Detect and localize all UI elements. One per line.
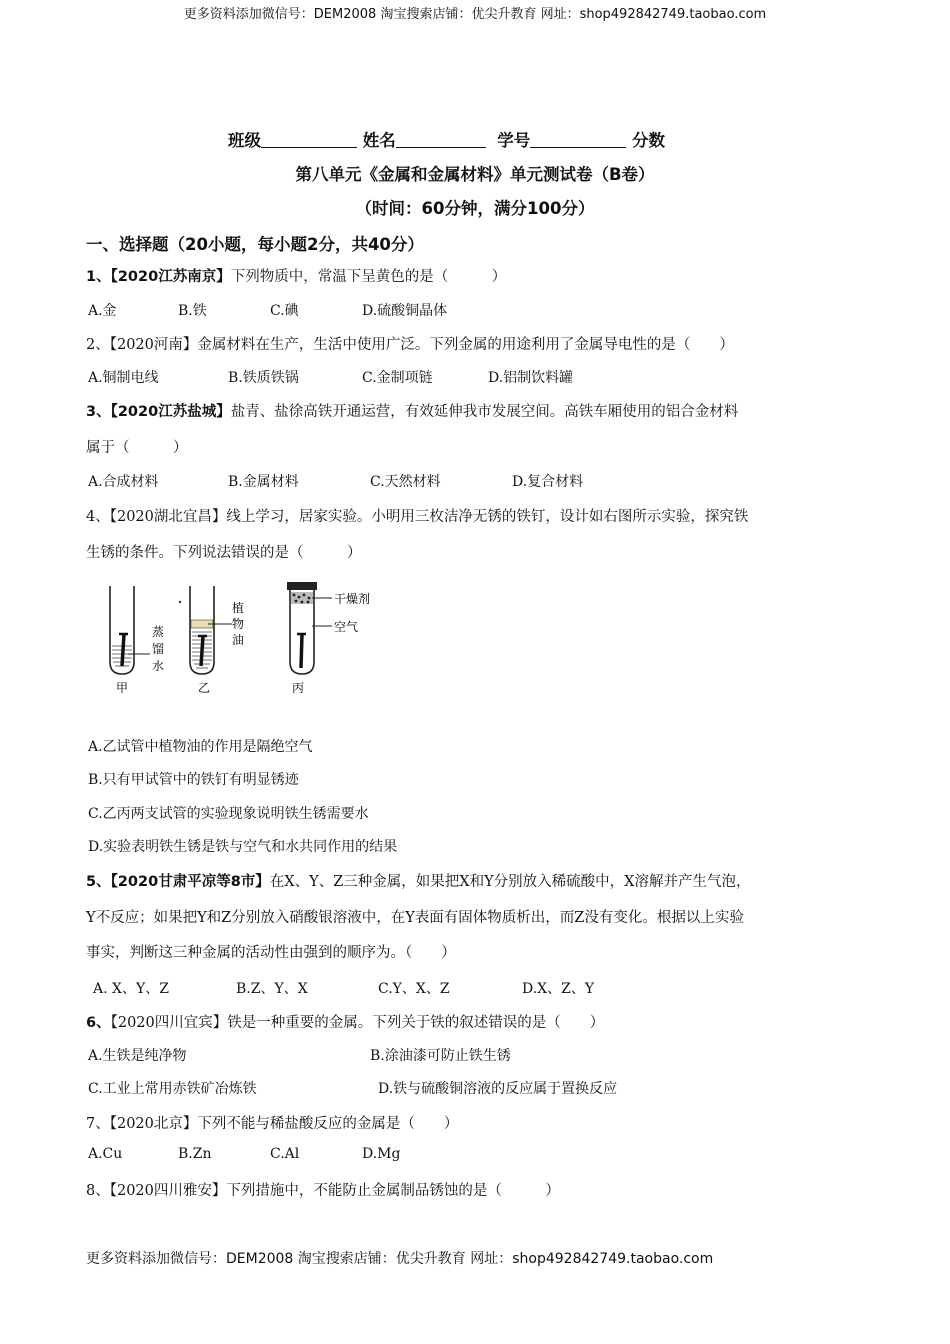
score-label: 分数 — [632, 131, 665, 150]
option-a: A.金 — [88, 303, 117, 319]
option-d: D.X、Z、Y — [522, 981, 595, 997]
question-text: 金属材料在生产，生活中使用广泛。下列金属的用途利用了金属导电性的是（ ） — [197, 337, 734, 353]
option-a: A.乙试管中植物油的作用是隔绝空气 — [88, 739, 313, 755]
option-c: C.碘 — [270, 303, 299, 319]
label-water-1: 蒸 — [152, 625, 165, 639]
label-oil-3: 油 — [232, 633, 245, 647]
question-4 — [86, 505, 748, 526]
question-text: 铁是一种重要的金属。下列关于铁的叙述错误的是（ ） — [227, 1015, 605, 1031]
label-water-2: 馏 — [152, 642, 165, 656]
option-d: D.硫酸铜晶体 — [362, 303, 448, 319]
question-source: 【2020江苏南京】 — [110, 269, 231, 285]
option-a: A.铜制电线 — [88, 370, 159, 386]
label-bing: 丙 — [292, 681, 305, 695]
option-b: B.涂油漆可防止铁生锈 — [370, 1048, 511, 1064]
option-b: B.金属材料 — [228, 474, 299, 490]
option-c: C.乙丙两支试管的实验现象说明铁生锈需要水 — [88, 806, 369, 822]
section-heading: 一、选择题（20小题，每小题2分，共40分） — [86, 235, 424, 254]
question-number: 3、 — [86, 404, 111, 420]
label-water-3: 水 — [152, 659, 165, 673]
question-text: 在X、Y、Z三种金属，如果把X和Y分别放入稀硫酸中，X溶解并产生气泡， — [269, 874, 751, 890]
question-text: 线上学习，居家实验。小明用三枚洁净无锈的铁钉，设计如右图所示实验，探究铁 — [226, 509, 749, 525]
option-d: D.实验表明铁生锈是铁与空气和水共同作用的结果 — [88, 839, 398, 855]
id-label: 学号 — [497, 131, 531, 150]
question-4-line-2: 生锈的条件。下列说法错误的是（ ） — [86, 545, 362, 561]
question-source: 【2020江苏盐城】 — [110, 404, 231, 420]
tube-jia — [110, 586, 134, 674]
question-source: 【2020四川宜宾】 — [110, 1015, 228, 1031]
question-number: 5、 — [86, 874, 111, 890]
option-d: D.铁与硫酸铜溶液的反应属于置换反应 — [378, 1081, 618, 1097]
question-source: 【2020四川雅安】 — [109, 1183, 227, 1199]
question-text: 下列不能与稀盐酸反应的金属是（ ） — [197, 1116, 459, 1132]
option-c: C.Y、X、Z — [378, 981, 450, 997]
info-line — [228, 127, 665, 151]
question-5-line-2: Y不反应；如果把Y和Z分别放入硝酸银溶液中，在Y表面有固体物质析出，而Z没有变化。根据以上实验 — [86, 910, 744, 926]
option-b: B.Zn — [178, 1146, 212, 1162]
option-a: A.Cu — [88, 1146, 123, 1162]
tube-yi — [179, 586, 214, 674]
question-text: 盐青、盐徐高铁开通运营，有效延伸我市发展空间。高铁车厢使用的铝合金材料 — [230, 404, 739, 420]
option-d: D.铝制饮料罐 — [488, 370, 574, 386]
question-number: 6、 — [86, 1015, 111, 1031]
question-text: 下列措施中，不能防止金属制品锈蚀的是（ ） — [226, 1183, 560, 1199]
label-jia: 甲 — [116, 681, 129, 695]
question-3 — [86, 400, 738, 421]
tube-bing — [287, 582, 317, 674]
question-number: 7、 — [86, 1116, 110, 1132]
page-header: 更多资料添加微信号：DEM2008 淘宝搜索店铺：优尖升教育 网址：shop492842749.taobao.com — [183, 7, 767, 22]
question-source: 【2020北京】 — [109, 1116, 198, 1132]
question-5-line-3: 事实，判断这三种金属的活动性由强到的顺序为。（ ） — [86, 945, 456, 961]
question-2 — [86, 333, 734, 354]
option-b: B.只有甲试管中的铁钉有明显锈迹 — [88, 772, 299, 788]
label-air: 空气 — [334, 620, 359, 634]
question-number: 2、 — [86, 337, 110, 353]
option-d: D.Mg — [362, 1146, 401, 1162]
question-source: 【2020河南】 — [109, 337, 198, 353]
option-c: C.金制项链 — [362, 370, 433, 386]
page-subtitle: （时间：60分钟，满分100分） — [355, 199, 595, 218]
label-desiccant: 干燥剂 — [334, 592, 371, 606]
option-c: C.工业上常用赤铁矿冶炼铁 — [88, 1081, 257, 1097]
option-d: D.复合材料 — [512, 474, 584, 490]
question-text: 下列物质中，常温下呈黄色的是（ ） — [230, 269, 507, 285]
name-label: 姓名 — [362, 131, 396, 150]
question-5 — [86, 870, 750, 891]
id-blank[interactable] — [530, 133, 626, 148]
class-label: 班级 — [228, 131, 261, 150]
label-yi: 乙 — [198, 681, 211, 695]
option-b: B.铁质铁锅 — [228, 370, 299, 386]
question-source: 【2020甘肃平凉等8市】 — [110, 874, 270, 890]
question-number: 4、 — [86, 509, 110, 525]
label-oil-2: 物 — [232, 617, 245, 631]
option-c: C.Al — [270, 1146, 300, 1162]
question-source: 【2020湖北宜昌】 — [109, 509, 227, 525]
question-8 — [86, 1179, 560, 1200]
option-a: A. X、Y、Z — [93, 981, 169, 997]
question-6 — [86, 1011, 604, 1032]
option-b: B.铁 — [178, 303, 207, 319]
option-a: A.合成材料 — [88, 474, 159, 490]
question-number: 1、 — [86, 269, 111, 285]
page-footer: 更多资料添加微信号：DEM2008 淘宝搜索店铺：优尖升教育 网址：shop492842749.taobao.com — [86, 1251, 714, 1267]
question-number: 8、 — [86, 1183, 110, 1199]
question-7 — [86, 1112, 458, 1133]
option-b: B.Z、Y、X — [236, 981, 308, 997]
question-3-line-2: 属于（ ） — [86, 440, 188, 456]
name-blank[interactable] — [396, 133, 486, 148]
option-a: A.生铁是纯净物 — [88, 1048, 187, 1064]
question-1 — [86, 265, 506, 286]
class-blank[interactable] — [261, 133, 357, 148]
label-oil-1: 植 — [232, 601, 245, 615]
option-c: C.天然材料 — [370, 474, 441, 490]
page-title: 第八单元《金属和金属材料》单元测试卷（B卷） — [295, 165, 655, 184]
test-tube-figure — [100, 578, 400, 700]
